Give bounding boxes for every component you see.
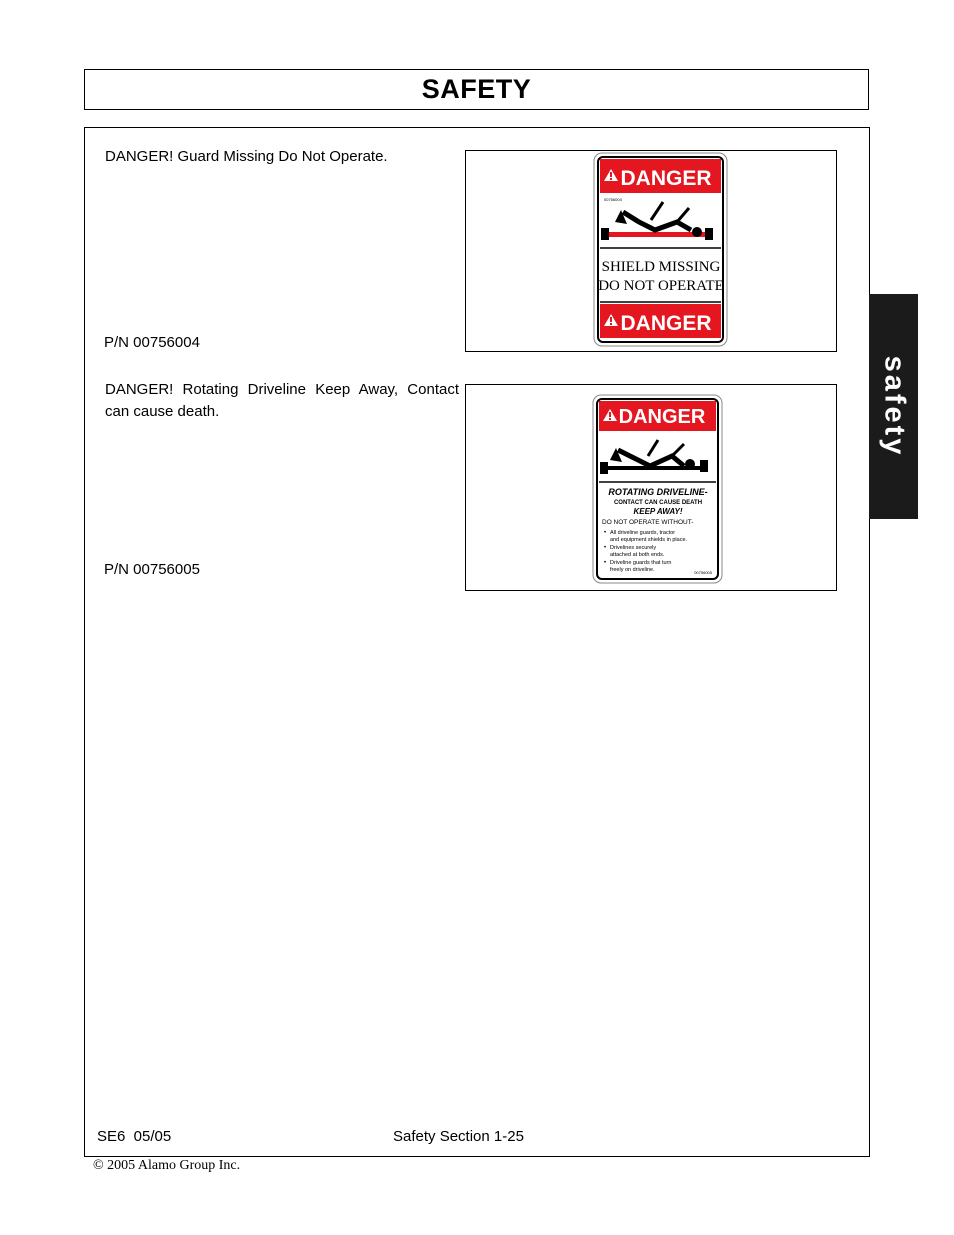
side-tab-label: safety xyxy=(878,355,911,458)
bullet-3-line-2: freely on driveline. xyxy=(610,567,655,573)
footer-section: Safety Section 1-25 xyxy=(393,1128,524,1145)
message-line-1: SHIELD MISSING xyxy=(601,259,721,275)
footer-doc-code: SE6 05/05 xyxy=(97,1128,172,1145)
bullet-1-line-2: and equipment shields in place. xyxy=(610,537,688,543)
decal-1-image-frame xyxy=(465,150,837,352)
svg-text:•: • xyxy=(604,530,607,536)
message-line-2: DO NOT OPERATE xyxy=(598,278,724,294)
danger-decal-shield-missing xyxy=(593,152,729,348)
driveline-heading: ROTATING DRIVELINE- xyxy=(608,487,708,497)
bullet-1-line-1: All driveline guards, tractor xyxy=(610,530,676,536)
decal-2-image-frame xyxy=(465,384,837,591)
decal-1-part-number: P/N 00756004 xyxy=(104,334,200,351)
bullet-3-line-1: Driveline guards that turn xyxy=(610,560,672,566)
decal-code-text: 00756005 xyxy=(694,570,712,575)
page-title: SAFETY xyxy=(421,74,532,104)
decal-2-description: DANGER! Rotating Driveline Keep Away, Contact can cause death. xyxy=(105,381,459,420)
bullet-2-line-1: Drivelines securely xyxy=(610,545,657,551)
section-side-tab xyxy=(869,294,918,519)
contact-warning: CONTACT CAN CAUSE DEATH xyxy=(613,500,703,506)
decal-2-part-number: P/N 00756005 xyxy=(104,561,200,578)
page-title-box xyxy=(84,69,869,110)
danger-banner-top-text: DANGER xyxy=(620,167,712,190)
danger-decal-rotating-driveline xyxy=(592,394,724,586)
decal-1-description: DANGER! Guard Missing Do Not Operate. xyxy=(105,148,388,165)
svg-text:•: • xyxy=(604,560,607,566)
danger-banner-bottom-text: DANGER xyxy=(620,312,712,335)
danger-banner-text: DANGER xyxy=(618,406,706,428)
svg-text:•: • xyxy=(604,545,607,551)
copyright-text: © 2005 Alamo Group Inc. xyxy=(93,1158,241,1173)
bullet-2-line-2: attached at both ends. xyxy=(610,552,665,558)
decal-code-text: 00756004 xyxy=(604,197,622,202)
keep-away-text: KEEP AWAY! xyxy=(633,507,683,516)
do-not-operate-text: DO NOT OPERATE WITHOUT- xyxy=(602,519,694,526)
